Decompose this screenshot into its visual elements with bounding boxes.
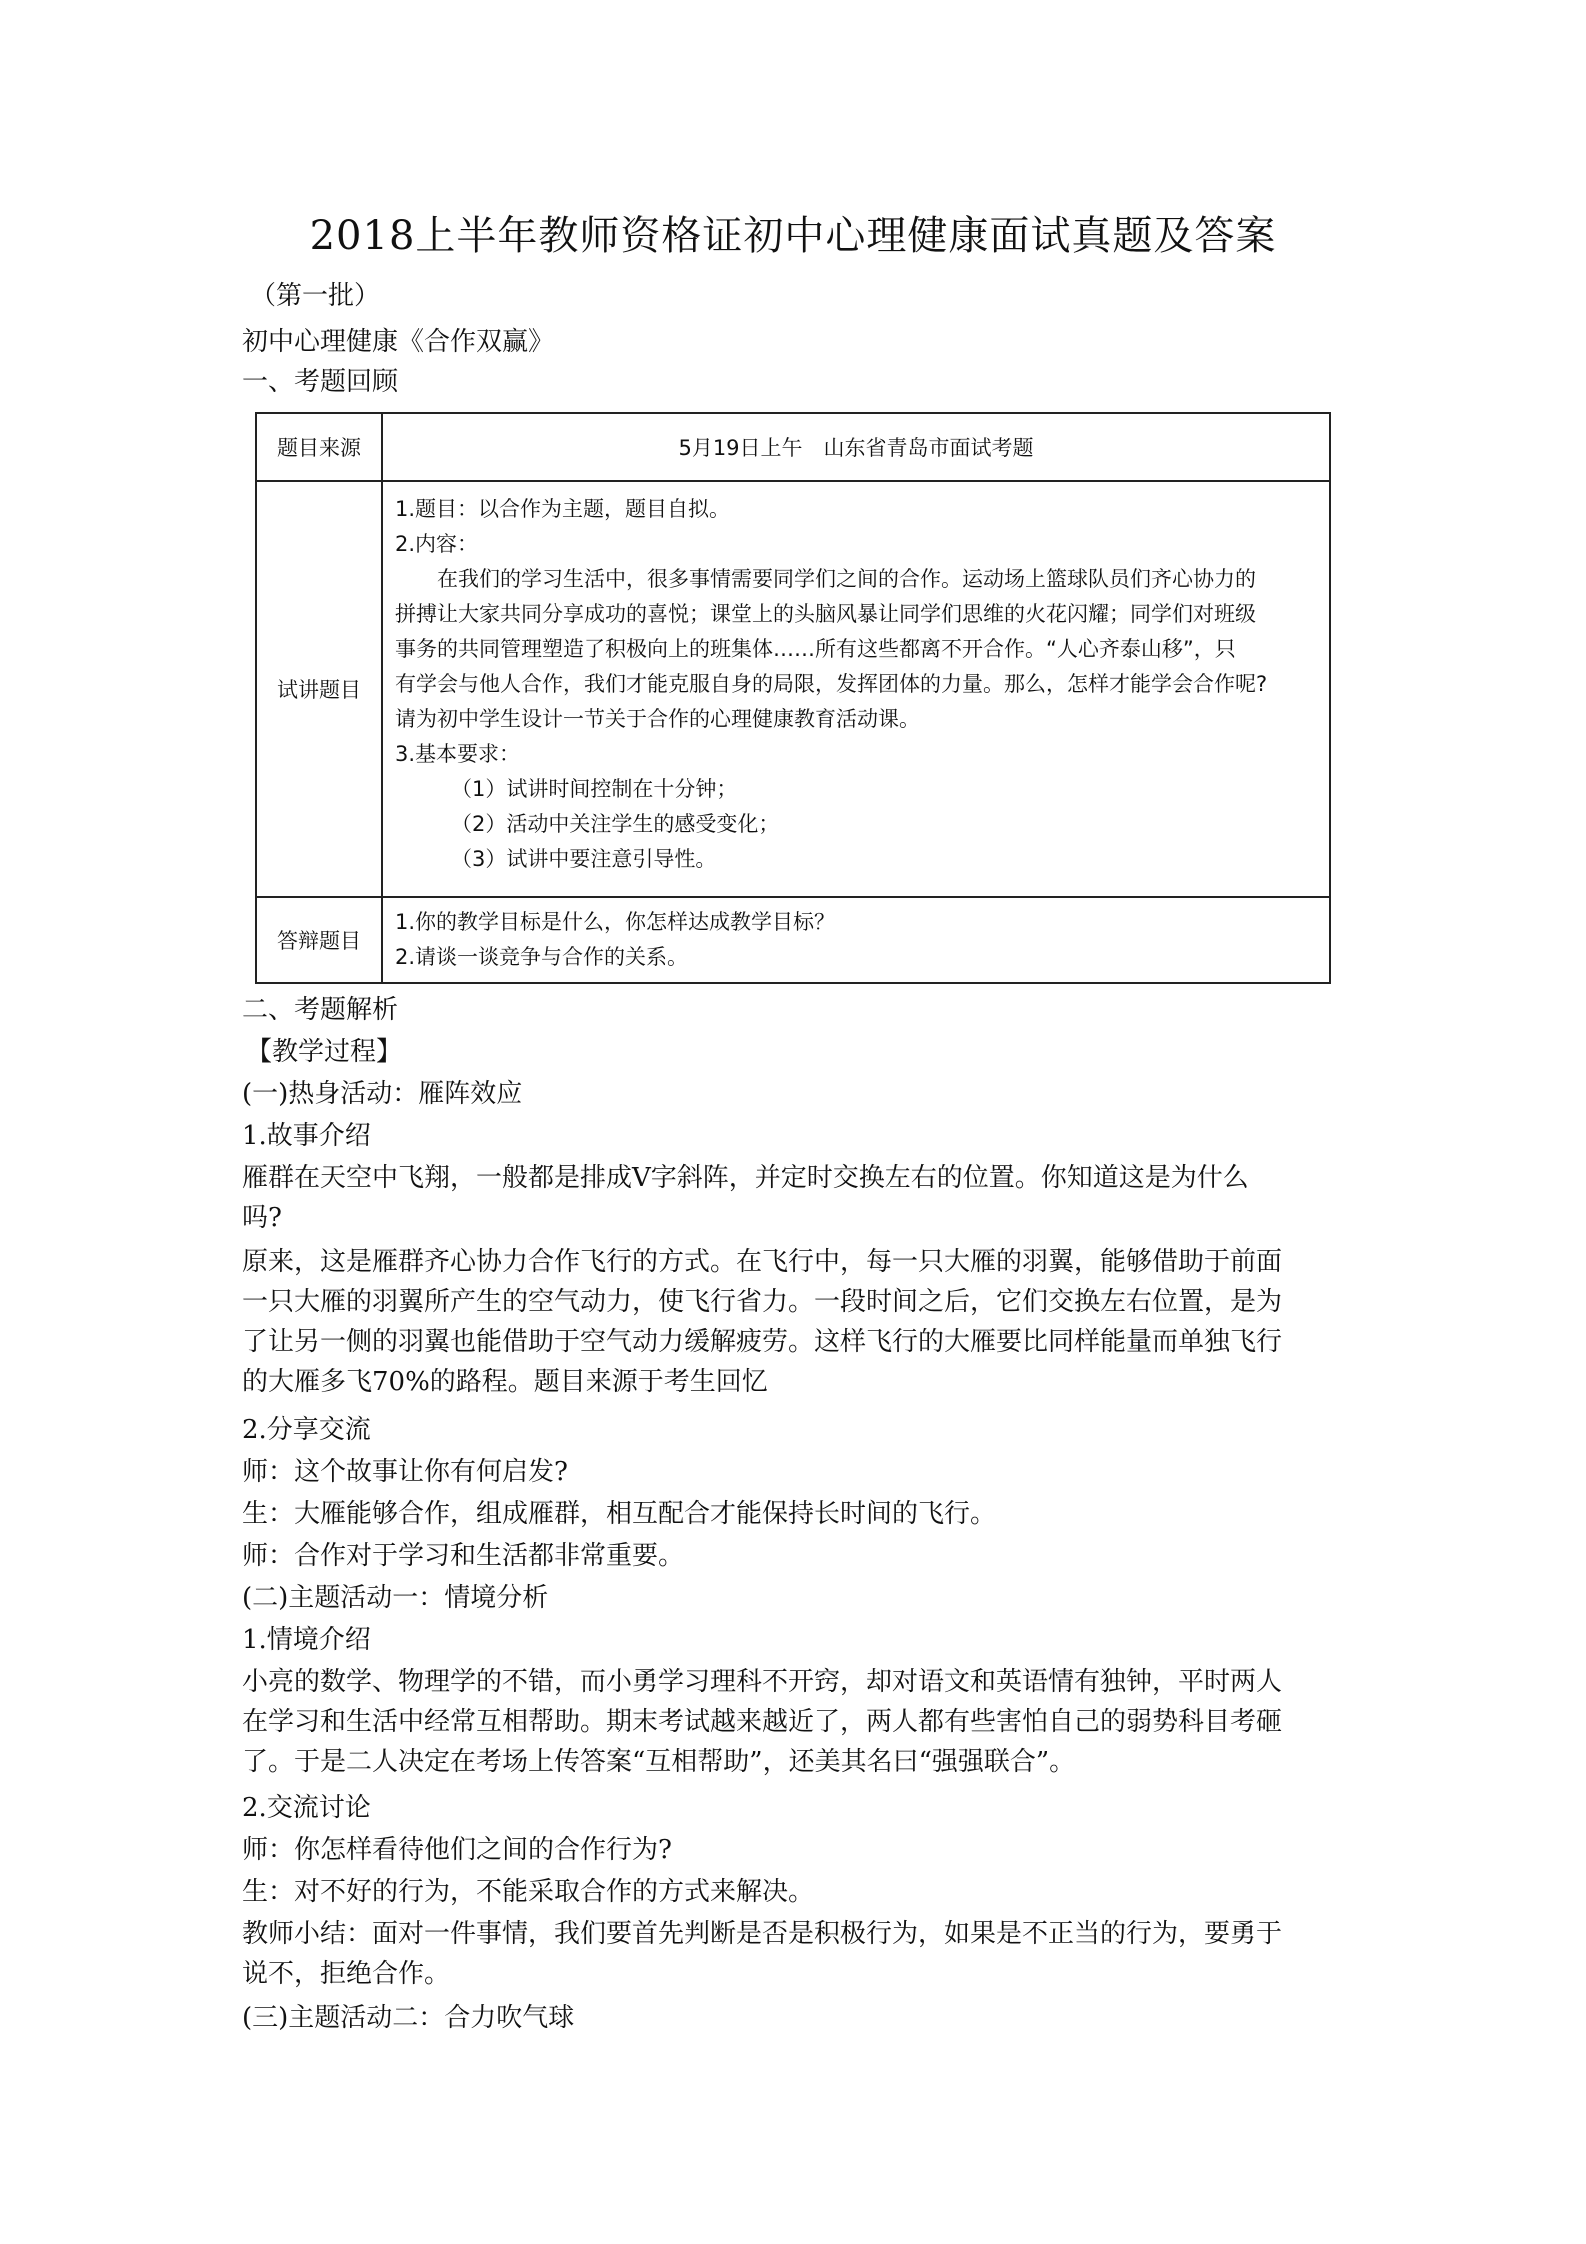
lecture-line: 2.内容： <box>395 532 479 556</box>
teaching-process-heading: 【教学过程】 <box>246 1037 403 1067</box>
lecture-line: 在我们的学习生活中，很多事情需要同学们之间的合作。运动场上篮球队员们齐心协力的 <box>437 567 1256 591</box>
activity-heading-1: (一)热身活动：雁阵效应 <box>242 1079 523 1109</box>
lecture-line: 请为初中学生设计一节关于合作的心理健康教育活动课。 <box>395 707 920 731</box>
lecture-line: （3）试讲中要注意引导性。 <box>451 847 717 871</box>
batch-label: （第一批） <box>250 281 381 311</box>
course-title: 初中心理健康《合作双赢》 <box>242 327 555 357</box>
paragraph-line: 的大雁多飞70%的路程。题目来源于考生回忆 <box>242 1367 768 1397</box>
document-title: 2018上半年教师资格证初中心理健康面试真题及答案 <box>309 213 1277 259</box>
paragraph-situation <box>242 1662 1362 1782</box>
dialogue-line: 师：这个故事让你有何启发? <box>242 1457 568 1487</box>
lecture-line: 事务的共同管理塑造了积极向上的班集体……所有这些都离不开合作。“人心齐泰山移”，只 <box>395 637 1236 661</box>
paragraph-line: 教师小结：面对一件事情，我们要首先判断是否是积极行为，如果是不正当的行为，要勇于 <box>242 1919 1283 1949</box>
lecture-line: 1.题目：以合作为主题，题目自拟。 <box>395 497 731 521</box>
section-heading-review: 一、考题回顾 <box>242 367 399 397</box>
source-text: 5月19日上午 山东省青岛市面试考题 <box>678 436 1034 460</box>
exam-question-table <box>255 412 1331 984</box>
subheading-discussion: 2.交流讨论 <box>242 1793 371 1823</box>
paragraph-line: 吗? <box>242 1203 282 1233</box>
dialogue-line: 生：大雁能够合作，组成雁群，相互配合才能保持长时间的飞行。 <box>242 1499 997 1529</box>
subheading-situation: 1.情境介绍 <box>242 1625 371 1655</box>
row-content-source <box>383 414 1329 480</box>
lecture-line: （2）活动中关注学生的感受变化； <box>451 812 780 836</box>
paragraph-line: 说不，拒绝合作。 <box>242 1959 451 1989</box>
activity-heading-2: (二)主题活动一：情境分析 <box>242 1583 549 1613</box>
subheading-story: 1.故事介绍 <box>242 1121 371 1151</box>
paragraph-teacher-summary <box>242 1914 1362 1994</box>
table-row-source <box>257 414 1329 480</box>
paragraph-story-question <box>242 1158 1362 1238</box>
paragraph-line: 一只大雁的羽翼所产生的空气动力，使飞行省力。一段时间之后，它们交换左右位置，是为 <box>242 1287 1283 1317</box>
subheading-share: 2.分享交流 <box>242 1415 371 1445</box>
defense-line: 2.请谈一谈竞争与合作的关系。 <box>395 945 689 969</box>
row-content-defense <box>395 898 1321 982</box>
defense-line: 1.你的教学目标是什么，你怎样达成教学目标？ <box>395 910 836 934</box>
paragraph-line: 雁群在天空中飞翔，一般都是排成V字斜阵，并定时交换左右的位置。你知道这是为什么 <box>242 1163 1249 1193</box>
paragraph-line: 原来，这是雁群齐心协力合作飞行的方式。在飞行中，每一只大雁的羽翼，能够借助于前面 <box>242 1247 1283 1277</box>
dialogue-line: 师：你怎样看待他们之间的合作行为? <box>242 1835 672 1865</box>
row-content-lecture <box>395 482 1321 896</box>
lecture-line: 3.基本要求： <box>395 742 521 766</box>
paragraph-line: 了让另一侧的羽翼也能借助于空气动力缓解疲劳。这样飞行的大雁要比同样能量而单独飞行 <box>242 1327 1283 1357</box>
row-header-defense: 答辩题目 <box>257 898 383 982</box>
activity-heading-3: (三)主题活动二：合力吹气球 <box>242 2003 575 2033</box>
paragraph-story-answer <box>242 1242 1362 1402</box>
table-row-lecture <box>257 480 1329 896</box>
lecture-line: （1）试讲时间控制在十分钟； <box>451 777 738 801</box>
row-header-lecture: 试讲题目 <box>257 482 383 896</box>
section-heading-analysis: 二、考题解析 <box>242 995 399 1025</box>
lecture-line: 有学会与他人合作，我们才能克服自身的局限，发挥团体的力量。那么，怎样才能学会合作呢? <box>395 672 1268 696</box>
dialogue-line: 师：合作对于学习和生活都非常重要。 <box>242 1541 685 1571</box>
paragraph-line: 小亮的数学、物理学的不错，而小勇学习理科不开窍，却对语文和英语情有独钟，平时两人 <box>242 1667 1283 1697</box>
table-row-defense <box>257 896 1329 982</box>
paragraph-line: 在学习和生活中经常互相帮助。期末考试越来越近了，两人都有些害怕自己的弱势科目考砸 <box>242 1707 1283 1737</box>
dialogue-line: 生：对不好的行为，不能采取合作的方式来解决。 <box>242 1877 815 1907</box>
lecture-line: 拼搏让大家共同分享成功的喜悦；课堂上的头脑风暴让同学们思维的火花闪耀；同学们对班级 <box>395 602 1256 626</box>
paragraph-line: 了。于是二人决定在考场上传答案“互相帮助”，还美其名曰“强强联合”。 <box>242 1747 1076 1777</box>
row-header-source: 题目来源 <box>257 414 383 480</box>
